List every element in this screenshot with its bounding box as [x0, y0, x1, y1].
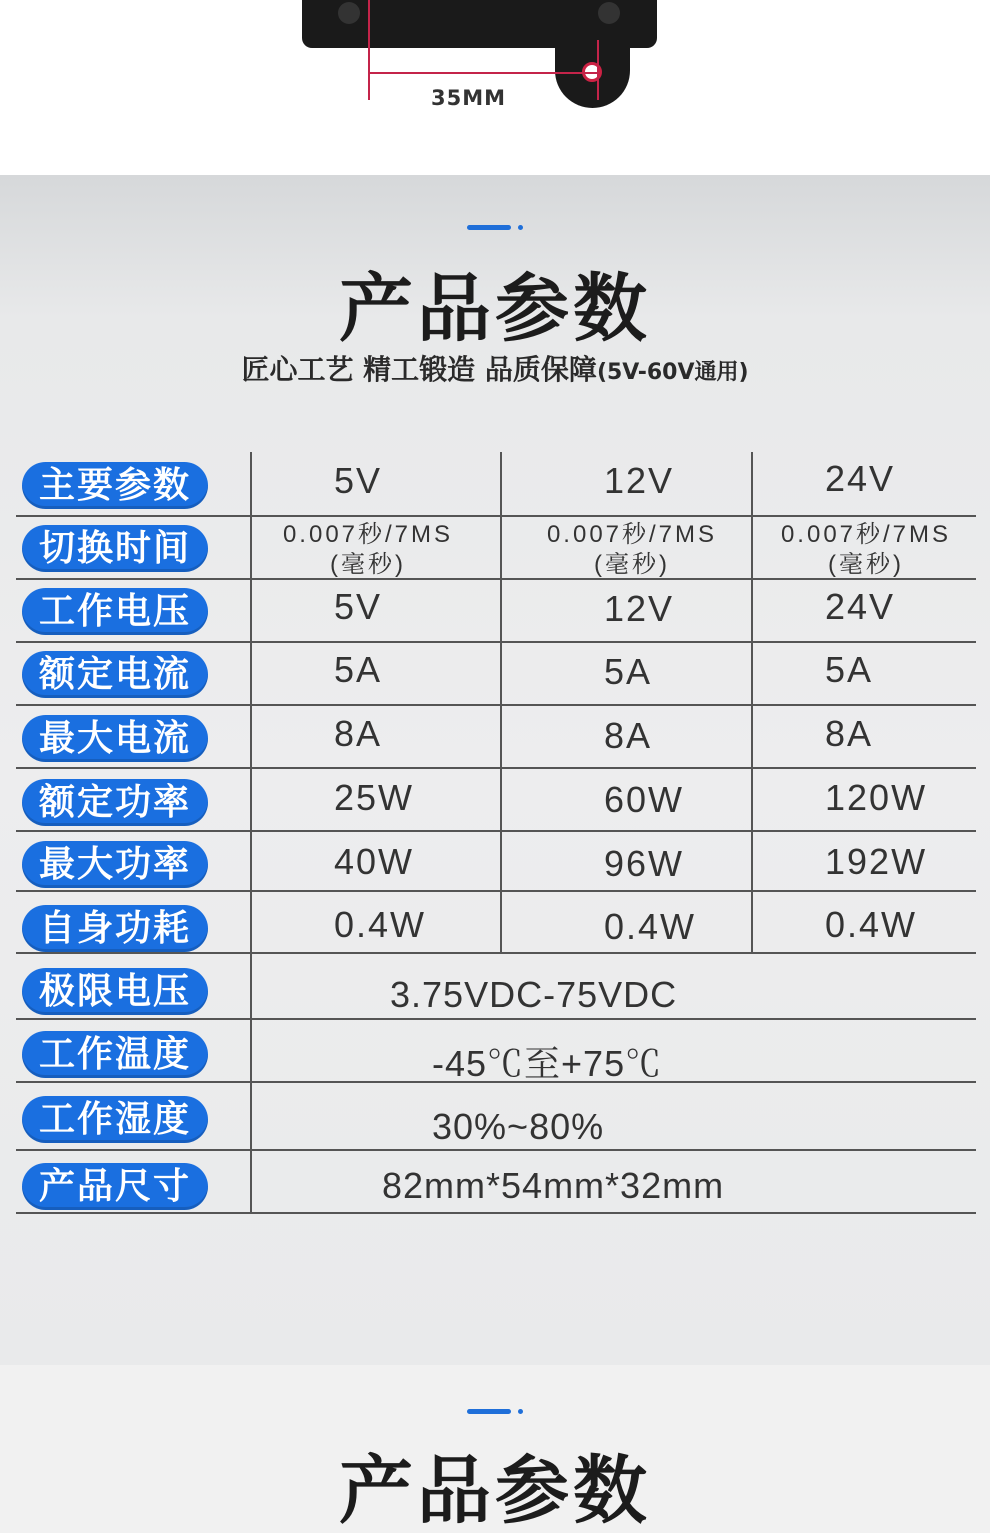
dimension-line	[368, 72, 599, 74]
table-cell: 0.4W	[825, 904, 918, 945]
table-cell: 192W	[825, 841, 928, 882]
table-cell: 5V	[334, 586, 383, 627]
table-cell: 12V	[604, 460, 675, 501]
section-title: 产品参数	[339, 266, 651, 352]
title-accent-dot	[518, 225, 523, 230]
title-accent-bar	[467, 1409, 511, 1414]
section-subtitle	[0, 348, 990, 388]
table-cell: 25W	[334, 777, 415, 818]
row-label: 工作温度	[22, 1031, 208, 1078]
subtitle-suffix: (5V-60V通用)	[596, 360, 749, 385]
row-label: 切换时间	[22, 525, 208, 572]
title-accent-dot	[518, 1409, 523, 1414]
table-cell: 5V	[334, 460, 383, 501]
row-label: 产品尺寸	[22, 1163, 208, 1210]
section-title: 产品参数	[339, 1448, 651, 1534]
table-cell: 0.007秒/7MS (毫秒)	[780, 521, 952, 578]
table-cell: 8A	[825, 713, 874, 754]
table-cell: 24V	[825, 586, 896, 627]
row-label: 最大功率	[22, 841, 208, 888]
table-cell: 8A	[604, 715, 653, 756]
product-photo	[0, 0, 990, 175]
subtitle-main: 匠心工艺 精工锻造 品质保障	[241, 353, 597, 386]
table-cell: 0.4W	[604, 906, 697, 947]
table-cell: 96W	[604, 843, 685, 884]
row-label: 工作湿度	[22, 1096, 208, 1143]
title-accent-bar	[467, 225, 511, 230]
table-cell: 60W	[604, 779, 685, 820]
table-cell: 24V	[825, 458, 896, 499]
table-cell: 5A	[334, 649, 383, 690]
table-cell: 0.007秒/7MS (毫秒)	[546, 521, 718, 578]
table-cell: 82mm*54mm*32mm	[382, 1165, 725, 1206]
table-cell: 40W	[334, 841, 415, 882]
table-cell: 12V	[604, 588, 675, 629]
dimension-line	[597, 40, 599, 100]
row-label: 最大电流	[22, 715, 208, 762]
row-label: 自身功耗	[22, 905, 208, 952]
row-label: 主要参数	[22, 462, 208, 509]
table-cell: 30%~80%	[432, 1106, 605, 1147]
mounting-tab	[555, 40, 630, 108]
table-cell: 5A	[825, 649, 874, 690]
screw-hole	[598, 2, 620, 24]
table-cell: 8A	[334, 713, 383, 754]
row-label: 额定电流	[22, 651, 208, 698]
row-label: 极限电压	[22, 968, 208, 1015]
table-cell: 0.4W	[334, 904, 427, 945]
dimension-line	[368, 0, 370, 100]
table-cell: 3.75VDC-75VDC	[390, 974, 678, 1015]
row-label: 额定功率	[22, 779, 208, 826]
table-cell: 120W	[825, 777, 928, 818]
table-cell: 0.007秒/7MS (毫秒)	[282, 521, 454, 578]
dimension-label: 35MM	[431, 86, 507, 110]
table-cell: -45℃至+75℃	[432, 1043, 663, 1084]
row-label: 工作电压	[22, 588, 208, 635]
table-cell: 5A	[604, 651, 653, 692]
screw-hole	[338, 2, 360, 24]
